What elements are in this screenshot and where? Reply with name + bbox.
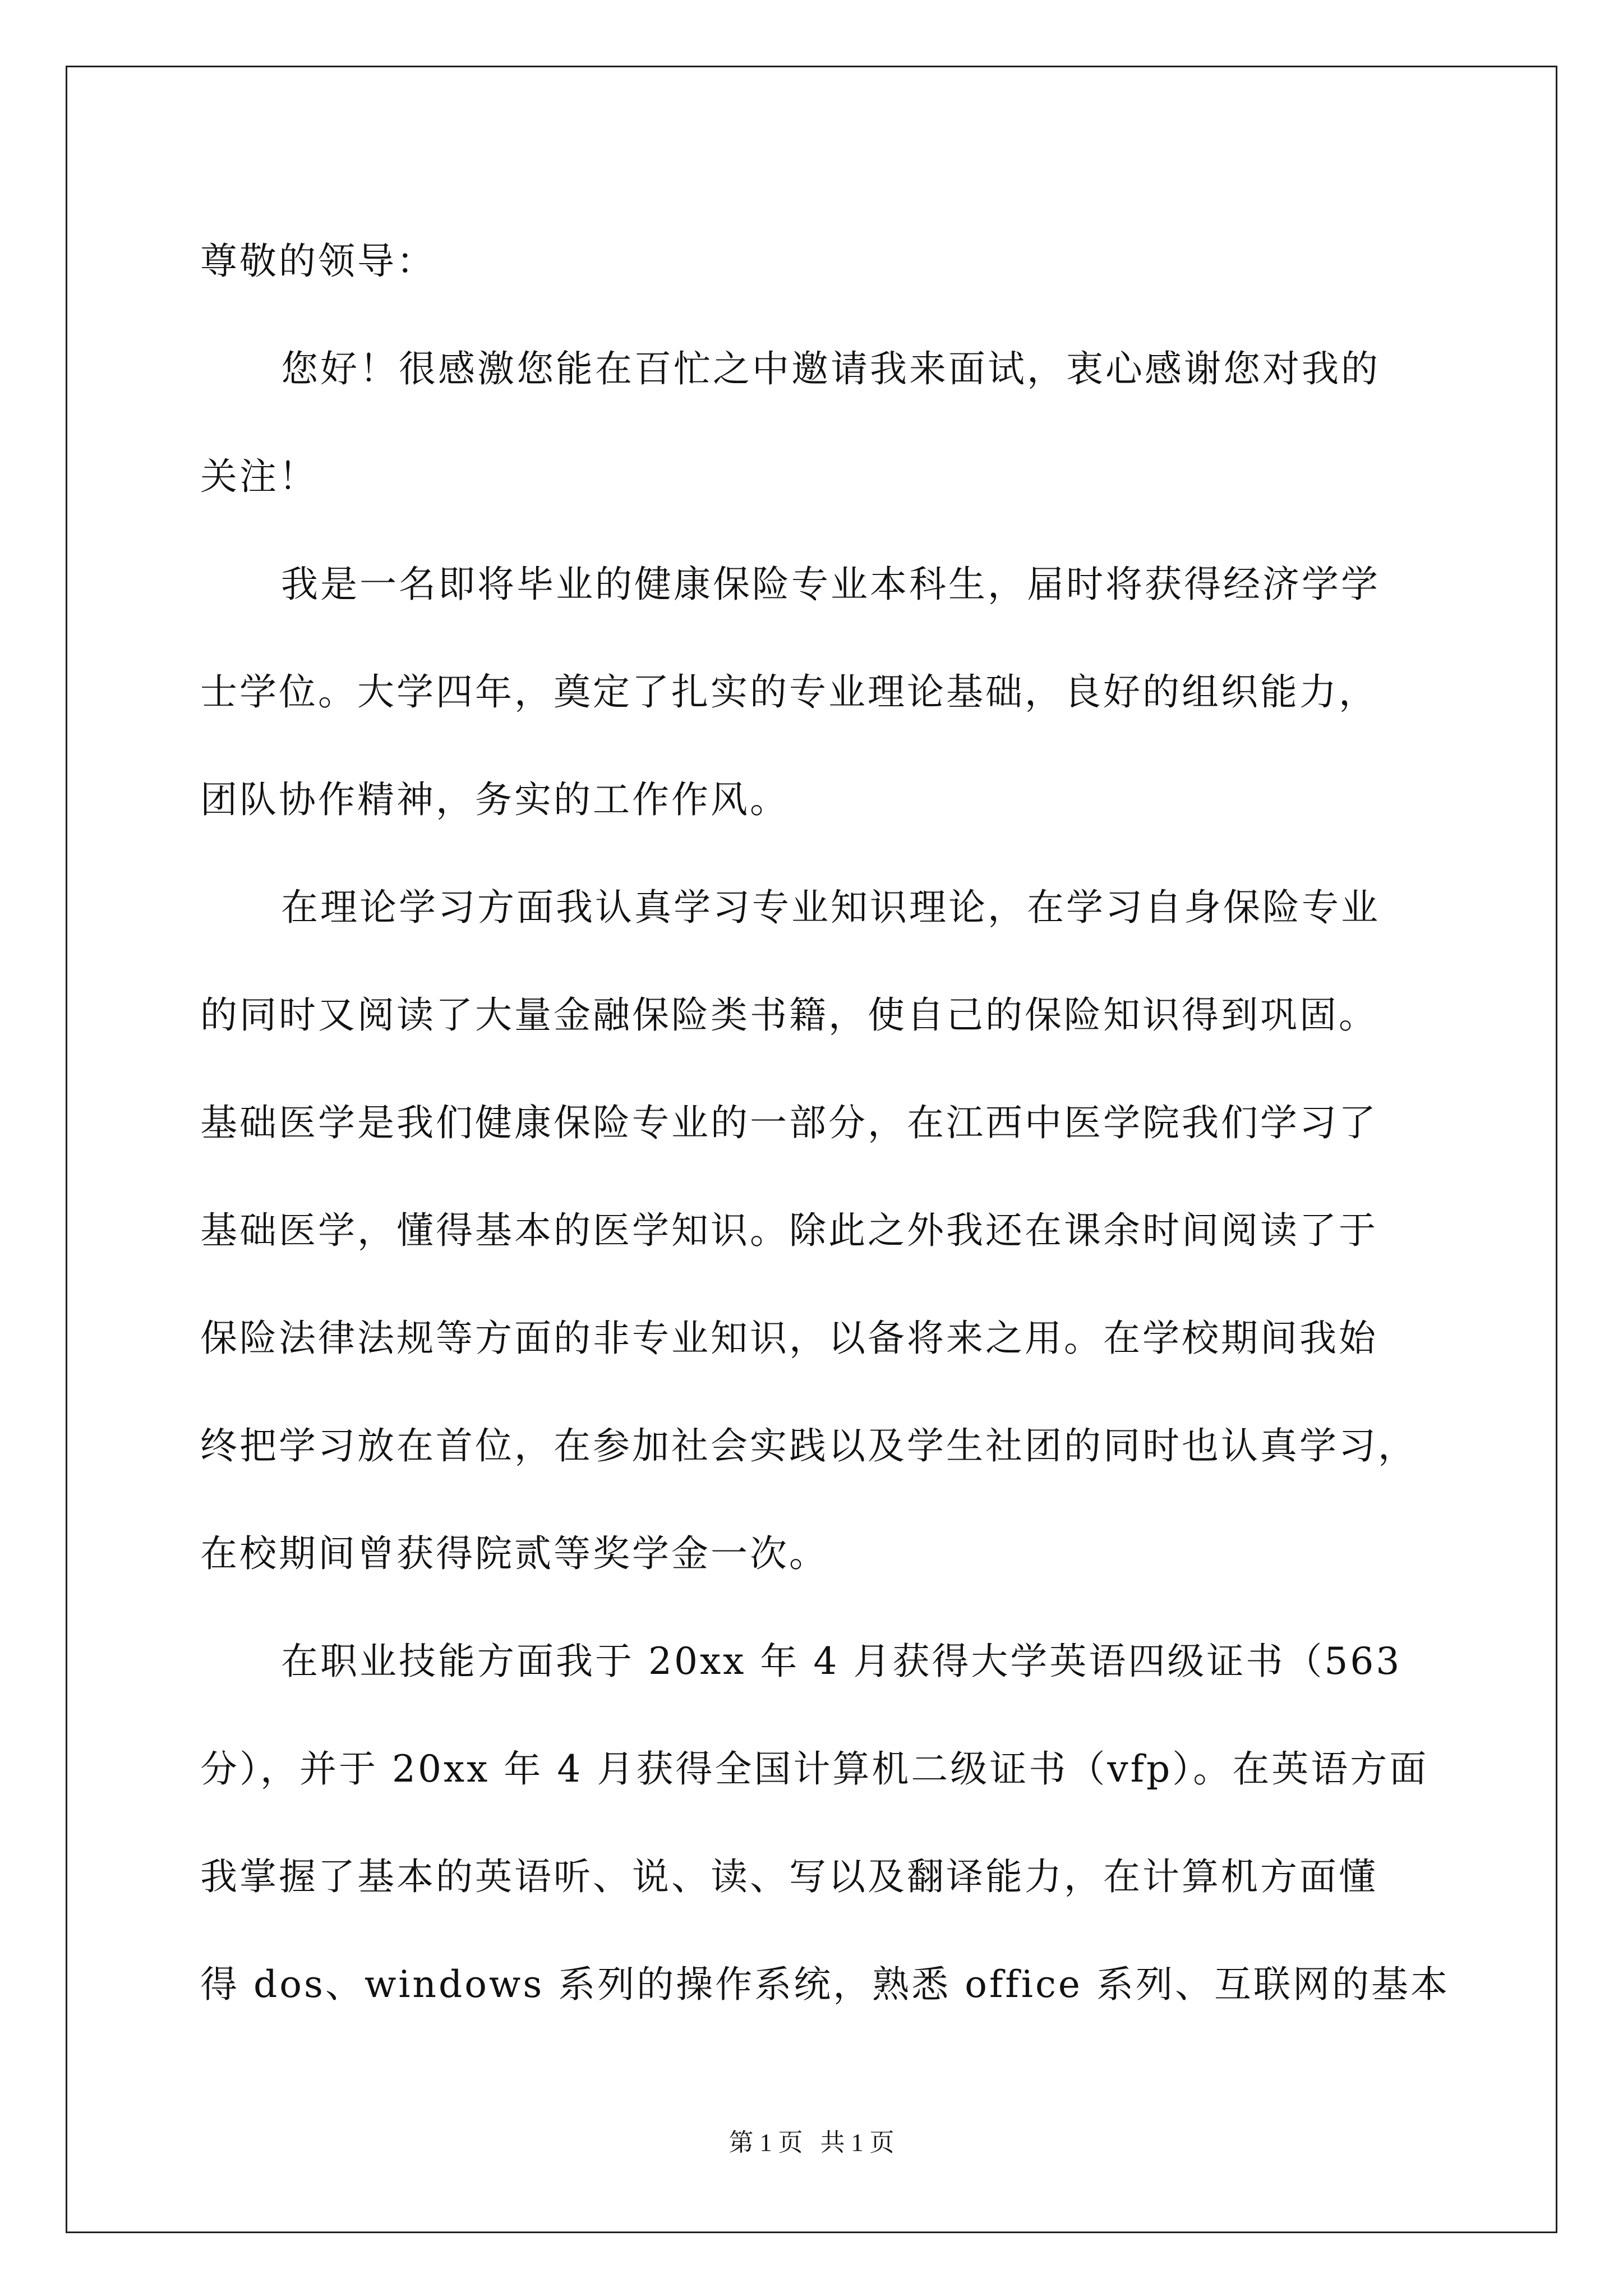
paragraph-line: 基础医学，懂得基本的医学知识。除此之外我还在课余时间阅读了于 [200, 1209, 1378, 1252]
paragraph-line: 的同时又阅读了大量金融保险类书籍，使自己的保险知识得到巩固。 [200, 993, 1378, 1037]
paragraph-line: 关注！ [200, 455, 318, 498]
page-footer [0, 2126, 1623, 2160]
letter-body [200, 208, 1450, 2039]
paragraph-line: 您好！很感激您能在百忙之中邀请我来面试，衷心感谢您对我的 [281, 347, 1380, 390]
paragraph-line: 得 dos、windows 系列的操作系统，熟悉 office 系列、互联网的基本 [200, 1963, 1450, 2006]
paragraph-line: 保险法律法规等方面的非专业知识，以备将来之用。在学校期间我始 [200, 1317, 1378, 1360]
paragraph-line: 在理论学习方面我认真学习专业知识理论，在学习自身保险专业 [281, 886, 1380, 929]
salutation: 尊敬的领导： [200, 240, 436, 283]
paragraph-line: 团队协作精神，务实的工作作风。 [200, 778, 789, 821]
page-total: 共 1 页 [820, 2129, 895, 2156]
paragraph-line: 在校期间曾获得院贰等奖学金一次。 [200, 1532, 828, 1575]
paragraph-line: 基础医学是我们健康保险专业的一部分，在江西中医学院我们学习了 [200, 1101, 1378, 1144]
paragraph-line: 终把学习放在首位，在参加社会实践以及学生社团的同时也认真学习， [200, 1424, 1417, 1467]
paragraph-line: 我是一名即将毕业的健康保险专业本科生，届时将获得经济学学 [281, 563, 1380, 606]
paragraph-line: 士学位。大学四年，奠定了扎实的专业理论基础，良好的组织能力， [200, 670, 1378, 714]
paragraph-line: 在职业技能方面我于 20xx 年 4 月获得大学英语四级证书（563 [281, 1640, 1402, 1683]
paragraph-line: 分），并于 20xx 年 4 月获得全国计算机二级证书（vfp）。在英语方面 [200, 1747, 1429, 1791]
page-number: 第 1 页 [728, 2129, 803, 2156]
paragraph-line: 我掌握了基本的英语听、说、读、写以及翻译能力，在计算机方面懂 [200, 1855, 1378, 1898]
